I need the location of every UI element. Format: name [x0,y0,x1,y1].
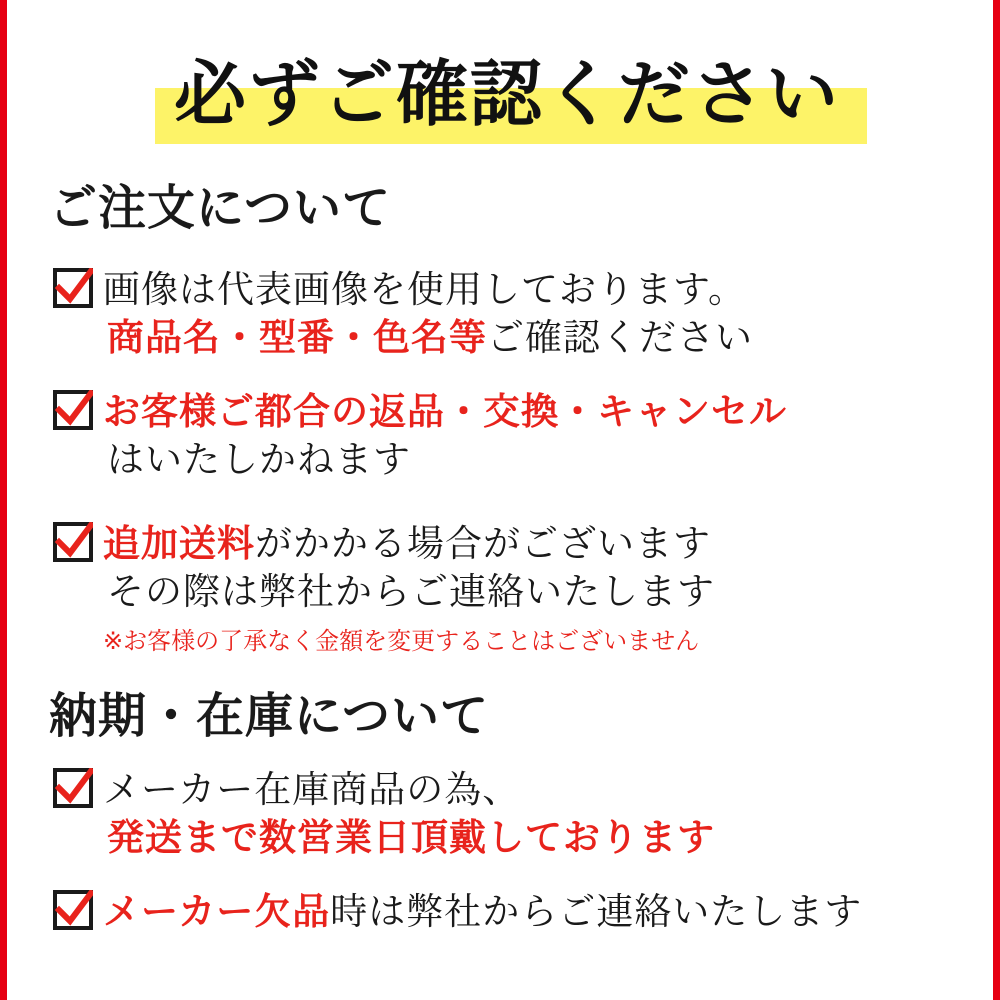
page-title: 必ずご確認ください [173,52,840,136]
item3-line1-black: がかかる場合がございます [255,522,711,565]
item1-line2-black: ご確認ください [487,316,753,359]
notice-footnote: ※お客様の了承なく金額を変更することはございません [103,627,700,655]
section-heading-order: ご注文について [49,180,392,236]
checkbox-checked-icon [53,768,93,808]
notice-footnote-row [103,624,699,658]
item5-line1-red: メーカー欠品 [103,890,331,933]
item5-line1-black: 時は弊社からご連絡いたします [330,890,863,933]
item2-line1: お客様ご都合の返品・交換・キャンセル [103,390,787,433]
item4-line2: 発送まで数営業日頂戴しております [107,816,715,859]
checkbox-checked-icon [53,890,93,930]
item1-line2-red: 商品名・型番・色名等 [107,316,487,359]
notice-item-text [103,266,753,362]
item3-line2: その際は弊社からご連絡いたします [107,570,715,613]
item3-line1-red: 追加送料 [103,522,255,565]
notice-item-text [103,888,862,936]
checkbox-checked-icon [53,522,93,562]
notice-item-text [103,520,715,616]
section-heading-delivery: 納期・在庫について [49,688,490,744]
page-title-block [7,36,1000,146]
item4-line1: メーカー在庫商品の為、 [103,768,521,811]
notice-item-text [103,388,787,484]
item2-line2: はいたしかねます [107,438,411,481]
item1-line1: 画像は代表画像を使用しております。 [103,268,747,311]
notice-item-text [103,766,715,862]
checkbox-checked-icon [53,268,93,308]
checkbox-checked-icon [53,390,93,430]
